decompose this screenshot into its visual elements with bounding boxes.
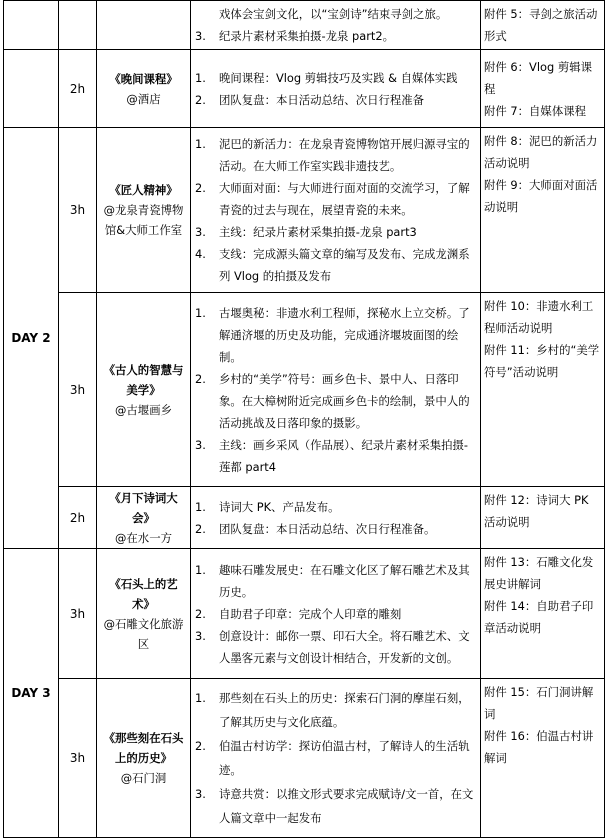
session-location: @酒店: [126, 91, 161, 106]
attachment-text: 附件 16：伯温古村讲解词: [484, 729, 594, 765]
attachment-cell: [481, 679, 605, 838]
day-cell: [4, 1, 59, 50]
table-row: [4, 293, 605, 487]
session-location: @龙泉青瓷博物馆&大师工作室: [103, 203, 184, 237]
attachment-cell: [481, 1, 605, 50]
content-cell: 1. 趣味石雕发展史：在石雕文化区了解石雕艺术及其历史。 2. 自助君子印章：完成个人印章的雕刻 3. 创意设计：邮你一票、印石大全。将石雕艺术、文人墨客元素与文创设计相结合，开发新的文创。: [191, 549, 481, 679]
session-location: @石雕文化旅游区: [103, 616, 184, 651]
duration-cell: 2h: [59, 487, 97, 549]
title-cell: [97, 1, 191, 50]
attachment-text: 附件 6：Vlog 剪辑课程: [484, 59, 592, 96]
attachment-text: 附件 7：自媒体课程: [484, 103, 586, 118]
content-text: 泥巴的新活力：在龙泉青瓷博物馆开展归源寻宝的活动。在大师工作室实践非遗技艺。: [219, 137, 470, 173]
content-text: 创意设计：邮你一票、印石大全。将石雕艺术、文人墨客元素与文创设计相结合，开发新的文创。: [219, 628, 470, 665]
session-title: 《月下诗词大会》: [109, 490, 178, 525]
itinerary-table: [3, 0, 605, 838]
table-row: [4, 50, 605, 128]
title-cell: [97, 549, 191, 679]
content-text: 支线：完成源头篇文章的编写及发布、完成龙渊系列 Vlog 的拍摄及发布: [219, 247, 470, 283]
duration-cell: 3h: [59, 679, 97, 838]
attachment-cell: [481, 487, 605, 549]
attachment-cell: [481, 128, 605, 293]
content-text: 乡村的“美学”符号：画乡色卡、景中人、日落印象。在大樟树附近完成画乡色卡的绘制，景中人的活动挑战及日落印象的摄影。: [219, 371, 470, 430]
duration-cell: 2h: [59, 50, 97, 128]
session-title: 《古人的智慧与美学》: [103, 362, 184, 397]
duration-cell: 3h: [59, 293, 97, 487]
content-text: 自助君子印章：完成个人印章的雕刻: [219, 606, 402, 621]
attachment-text: 附件 14：自助君子印章活动说明: [484, 599, 594, 635]
session-location: @在水一方: [115, 530, 172, 545]
table-row: [4, 1, 605, 50]
attachment-text: 附件 8：泥巴的新活力活动说明: [484, 134, 598, 170]
session-location: @古堰画乡: [115, 402, 172, 417]
title-cell: [97, 128, 191, 293]
attachment-text: 附件 13：石雕文化发展史讲解词: [484, 555, 594, 591]
session-title: 《那些刻在石头上的历史》: [103, 731, 184, 765]
content-text: 大师面对面：与大师进行面对面的交流学习，了解青瓷的过去与现在，展望青瓷的未来。: [219, 181, 470, 217]
session-title: 《晚间课程》: [109, 71, 178, 86]
attachment-text: 附件 10：非遗水利工程师活动说明: [484, 299, 594, 335]
duration-cell: [59, 1, 97, 50]
attachment-cell: [481, 293, 605, 487]
table-row: [4, 679, 605, 838]
day-label: DAY 3: [4, 549, 59, 838]
content-text: 团队复盘：本日活动总结、次日行程准备。: [219, 521, 436, 536]
duration-cell: 3h: [59, 128, 97, 293]
content-cell: 1. 晚间课程：Vlog 剪辑技巧及实践 & 自媒体实践 2. 团队复盘：本日活动总结、次日行程准备: [191, 50, 481, 128]
content-text: 古堰奥秘：非遗水利工程师，探秘水上立交桥。了解通济堰的历史及功能，完成通济堰坡面图的绘制。: [219, 305, 470, 364]
table-row: [4, 128, 605, 293]
content-cell: 1. 古堰奥秘：非遗水利工程师，探秘水上立交桥。了解通济堰的历史及功能，完成通济堰坡面图的绘制。 2. 乡村的“美学”符号：画乡色卡、景中人、日落印象。在大樟树附近完成画乡色卡的绘制，景中人的活动挑战及日落印象的摄影。 3. 主线：画乡采风（作品展）、纪录片素材采集拍摄-莲都 part4: [191, 293, 481, 487]
content-cell: 1. 泥巴的新活力：在龙泉青瓷博物馆开展归源寻宝的活动。在大师工作室实践非遗技艺。 2. 大师面对面：与大师进行面对面的交流学习，了解青瓷的过去与现在，展望青瓷的未来。 3. 主线：纪录片素材采集拍摄-龙泉 part3 4. 支线：完成源头篇文章的编写及发布、完成龙渊系列 Vlog 的拍摄及发布: [191, 128, 481, 293]
session-title: 《石头上的艺术》: [109, 576, 178, 611]
content-cell: 1. 诗词大 PK、产品发布。 2. 团队复盘：本日活动总结、次日行程准备。: [191, 487, 481, 549]
content-text: 诗意共赏：以推文形式要求完成赋诗/文一首，在文人篇文章中一起发布: [219, 787, 474, 825]
duration-cell: 3h: [59, 549, 97, 679]
content-text: 主线：纪录片素材采集拍摄-龙泉 part3: [219, 225, 417, 239]
attachment-cell: [481, 549, 605, 679]
content-text: 团队复盘：本日活动总结、次日行程准备: [219, 92, 425, 107]
content-text: 伯温古村访学：探访伯温古村，了解诗人的生活轨迹。: [219, 739, 470, 777]
session-location: @石门洞: [120, 771, 167, 785]
content-cell: 戏体会宝剑文化，以“宝剑诗”结束寻剑之旅。 3. 纪录片素材采集拍摄-龙泉 part2。: [191, 1, 481, 50]
session-title: 《匠人精神》: [109, 183, 178, 197]
attachment-text: 附件 9：大师面对面活动说明: [484, 178, 598, 214]
title-cell: [97, 679, 191, 838]
title-cell: [97, 487, 191, 549]
attachment-text: 附件 5：寻剑之旅活动形式: [484, 7, 598, 43]
content-text: 主线：画乡采风（作品展）、纪录片素材采集拍摄-莲都 part4: [219, 437, 469, 474]
day-cell: [4, 50, 59, 128]
content-cell: 1. 那些刻在石头上的历史：探索石门洞的摩崖石刻，了解其历史与文化底蕴。 2. 伯温古村访学：探访伯温古村，了解诗人的生活轨迹。 3. 诗意共赏：以推文形式要求完成赋诗/文一首，在文人篇文章中一起发布: [191, 679, 481, 838]
content-text: 晚间课程：Vlog 剪辑技巧及实践 & 自媒体实践: [219, 70, 458, 85]
day-label: DAY 2: [4, 128, 59, 549]
table-row: [4, 487, 605, 549]
attachment-text: 附件 12：诗词大 PK 活动说明: [484, 493, 589, 529]
content-text: 趣味石雕发展史：在石雕文化区了解石雕艺术及其历史。: [219, 562, 470, 599]
content-text: 那些刻在石头上的历史：探索石门洞的摩崖石刻，了解其历史与文化底蕴。: [219, 691, 470, 729]
title-cell: [97, 50, 191, 128]
content-text: 诗词大 PK、产品发布。: [219, 499, 340, 514]
attachment-cell: [481, 50, 605, 128]
content-text: 纪录片素材采集拍摄-龙泉 part2。: [219, 29, 395, 43]
title-cell: [97, 293, 191, 487]
table-row: [4, 549, 605, 679]
attachment-text: 附件 15：石门洞讲解词: [484, 685, 594, 721]
attachment-text: 附件 11：乡村的“美学符号”活动说明: [484, 343, 600, 379]
content-text: 戏体会宝剑文化，以“宝剑诗”结束寻剑之旅。: [219, 7, 448, 21]
